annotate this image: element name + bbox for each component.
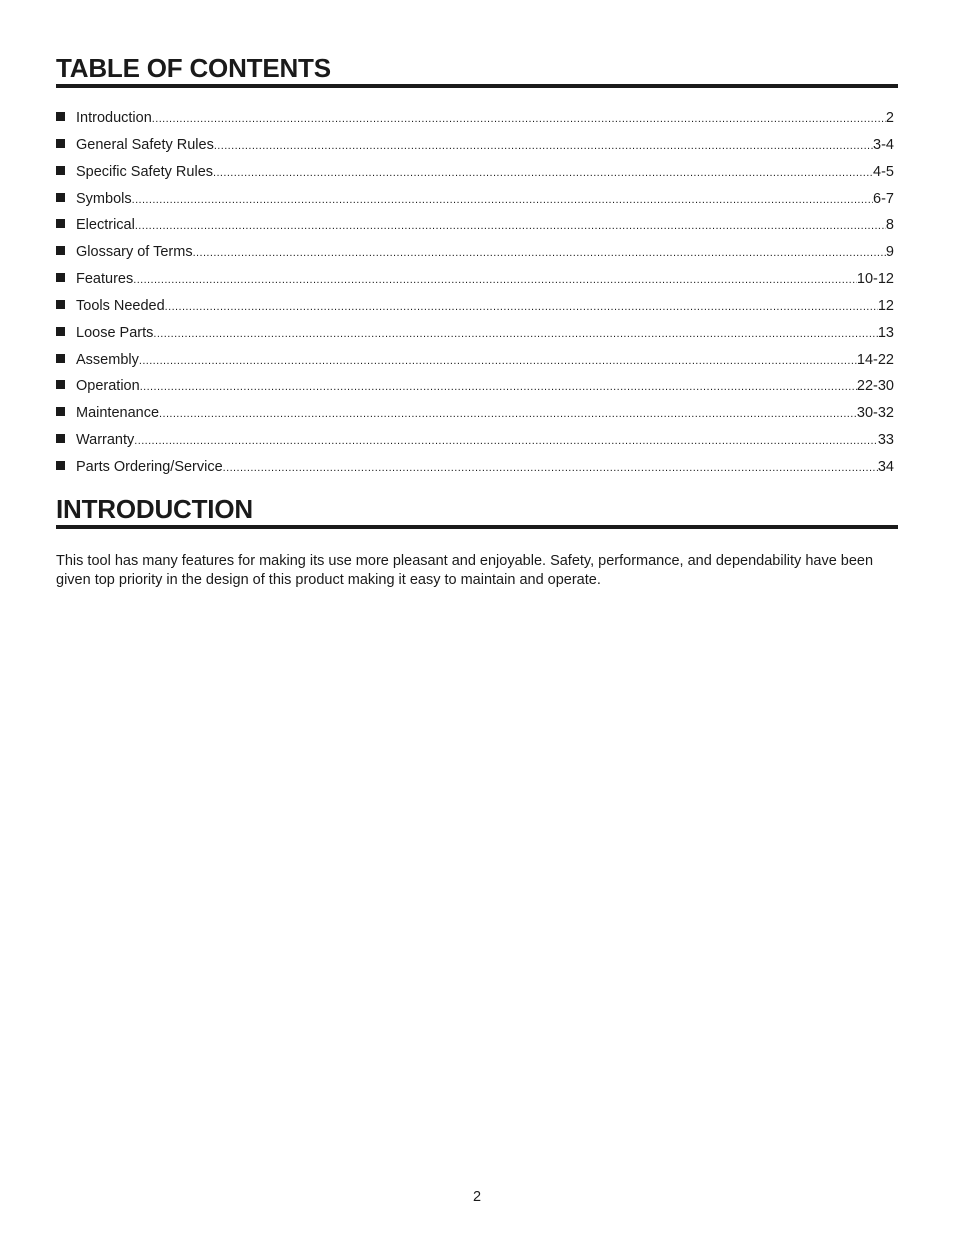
square-bullet-icon [56, 434, 65, 443]
dot-leader [213, 163, 873, 183]
toc-item-label: Tools Needed [76, 297, 165, 314]
toc-item-page: 22-30 [856, 378, 894, 395]
toc-item-label: General Safety Rules [76, 136, 214, 153]
dot-leader [135, 216, 886, 236]
toc-item-warranty[interactable] [56, 430, 894, 457]
dot-leader [165, 297, 878, 317]
toc-item-general-safety-rules[interactable] [56, 135, 894, 162]
dot-leader [152, 109, 886, 129]
square-bullet-icon [56, 300, 65, 309]
dot-leader [193, 243, 886, 263]
square-bullet-icon [56, 246, 65, 255]
dot-leader [139, 351, 857, 371]
toc-item-loose-parts[interactable] [56, 323, 894, 350]
toc-item-introduction[interactable] [56, 108, 894, 135]
toc-item-specific-safety-rules[interactable] [56, 162, 894, 189]
square-bullet-icon [56, 166, 65, 175]
toc-item-page: 6-7 [873, 190, 894, 207]
dot-leader [132, 190, 873, 210]
toc-item-page: 12 [877, 297, 894, 314]
toc-item-label: Assembly [76, 351, 139, 368]
square-bullet-icon [56, 219, 65, 228]
toc-item-electrical[interactable] [56, 215, 894, 242]
page-number: 2 [472, 1189, 482, 1205]
toc-item-page: 34 [877, 458, 894, 475]
square-bullet-icon [56, 139, 65, 148]
toc-item-parts-ordering-service[interactable] [56, 457, 894, 484]
toc-item-page: 3-4 [873, 136, 894, 153]
toc-item-maintenance[interactable] [56, 403, 894, 430]
dot-leader [140, 377, 857, 397]
introduction-section-header [56, 494, 898, 529]
square-bullet-icon [56, 354, 65, 363]
toc-item-label: Operation [76, 378, 140, 395]
square-bullet-icon [56, 112, 65, 121]
dot-leader [223, 458, 878, 478]
dot-leader [153, 324, 877, 344]
introduction-title: INTRODUCTION [56, 494, 898, 529]
toc-section-header [56, 53, 898, 88]
toc-item-page: 14-22 [856, 351, 894, 368]
toc-item-operation[interactable] [56, 376, 894, 403]
toc-item-label: Electrical [76, 217, 135, 234]
dot-leader [133, 270, 857, 290]
toc-item-page: 30-32 [856, 405, 894, 422]
toc-item-page: 9 [885, 244, 894, 261]
toc-item-page: 8 [885, 217, 894, 234]
toc-item-assembly[interactable] [56, 350, 894, 377]
dot-leader [214, 136, 873, 156]
toc-item-page: 33 [877, 432, 894, 449]
toc-item-page: 2 [885, 110, 894, 126]
introduction-body: This tool has many features for making its use more pleasant and enjoyable. Safety, performance, and dependability have been given top priority in the design of this product making it easy to maintain and operate. [56, 553, 874, 588]
toc-item-page: 10-12 [856, 271, 894, 288]
dot-leader [159, 404, 857, 424]
toc-item-page: 4-5 [873, 163, 894, 180]
toc-item-features[interactable] [56, 269, 894, 296]
toc-item-label: Features [76, 271, 134, 288]
toc-item-tools-needed[interactable] [56, 296, 894, 323]
toc-item-label: Introduction [76, 110, 152, 126]
toc-list [56, 108, 894, 484]
dot-leader [134, 431, 878, 451]
square-bullet-icon [56, 273, 65, 282]
square-bullet-icon [56, 461, 65, 470]
toc-item-label: Symbols [76, 190, 132, 207]
square-bullet-icon [56, 327, 65, 336]
square-bullet-icon [56, 380, 65, 389]
toc-item-label: Loose Parts [76, 324, 154, 341]
toc-item-page: 13 [877, 324, 894, 341]
toc-item-symbols[interactable] [56, 189, 894, 216]
toc-title: TABLE OF CONTENTS [56, 53, 898, 88]
toc-item-label: Specific Safety Rules [76, 163, 214, 180]
square-bullet-icon [56, 193, 65, 202]
toc-item-label: Maintenance [76, 405, 160, 422]
toc-item-label: Warranty [76, 432, 135, 449]
toc-item-label: Glossary of Terms [76, 244, 193, 261]
toc-item-label: Parts Ordering/Service [76, 458, 223, 475]
square-bullet-icon [56, 407, 65, 416]
toc-item-glossary-of-terms[interactable] [56, 242, 894, 269]
